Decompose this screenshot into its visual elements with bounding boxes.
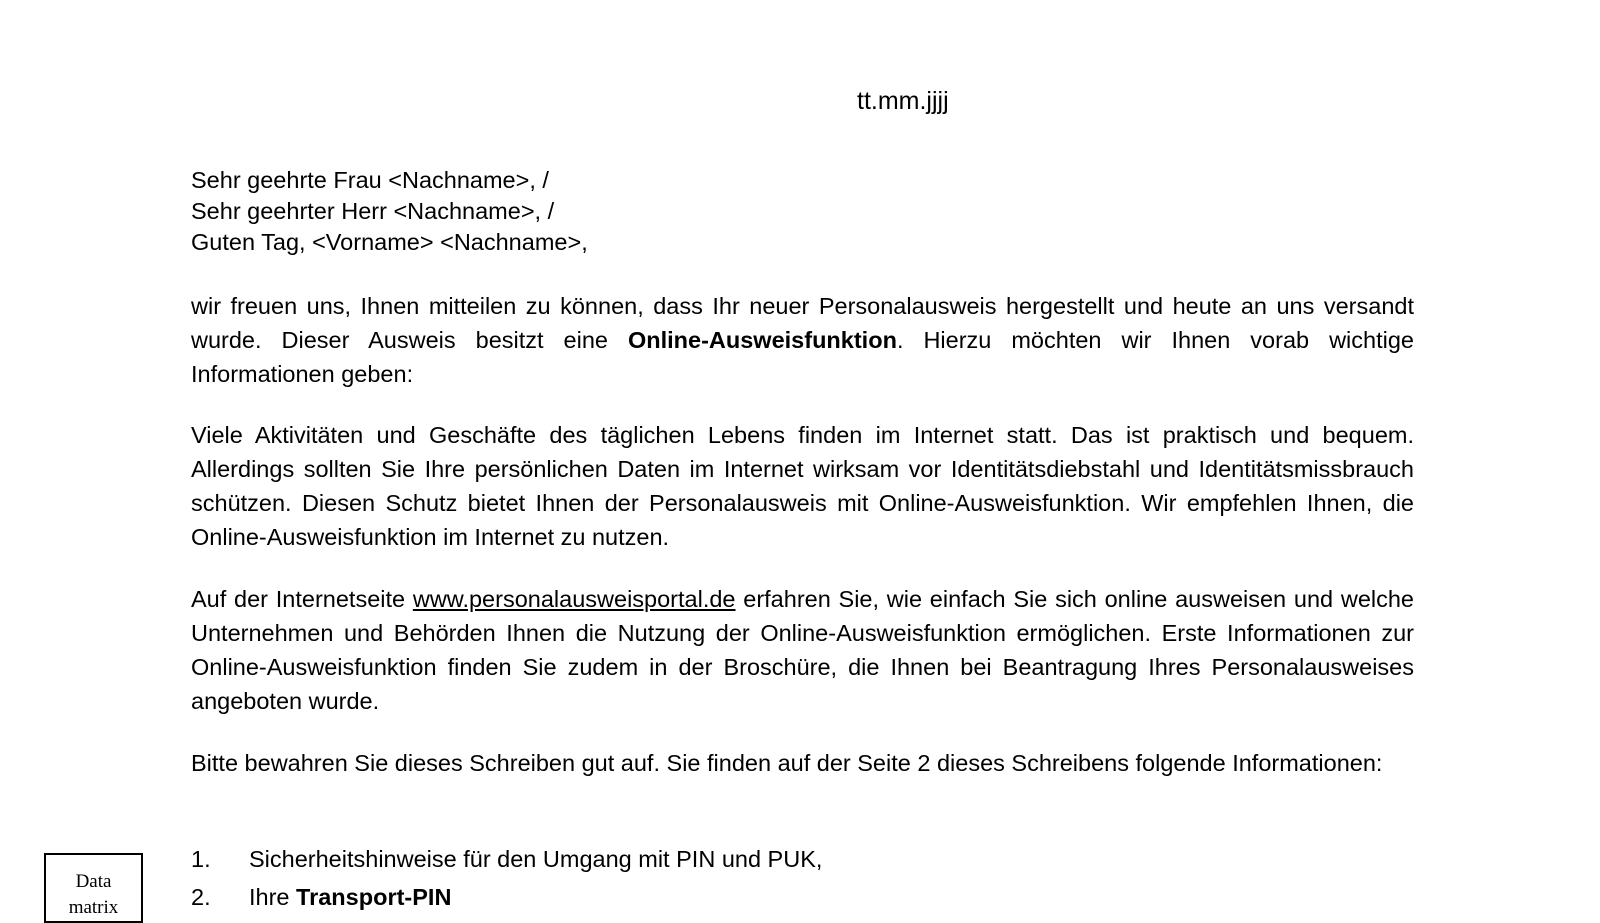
salutation-line-frau: Sehr geehrte Frau <Nachname>, / — [191, 167, 549, 193]
info-list — [191, 840, 1414, 916]
datamatrix-placeholder-box — [44, 853, 143, 923]
salutation-line-herr: Sehr geehrter Herr <Nachname>, / — [191, 198, 555, 224]
paragraph-internet-security: Viele Aktivitäten und Geschäfte des täglichen Lebens finden im Internet statt. Das ist praktisch und bequem. Allerdings sollten Sie Ihre persönlichen Daten im Internet wirksam vor Identitätsdiebstahl und Identitätsmissbrauch schützen. Diesen Schutz bietet Ihnen der Personalausweis mit Online-Ausweisfunktion. Wir empfehlen Ihnen, die Online-Ausweisfunktion im Internet zu nutzen. — [191, 422, 1414, 550]
letter-date: tt.mm.jjjj — [857, 87, 949, 115]
paragraph-portal-text-end: erfahren Sie, wie einfach Sie sich online ausweisen und welche Unternehmen und Behörden Ihnen die Nutzung der Online-Ausweisfunktion ermöglichen. Erste Informationen zur Online-Ausweisfunktion finden Sie zudem in der Broschüre, die Ihnen bei Beantragung Ihres Personalausweises angeboten wurde. — [191, 586, 1414, 714]
portal-link[interactable]: www.personalausweisportal.de — [412, 586, 736, 612]
list-item — [191, 878, 1414, 916]
list-item-number: 1. — [191, 846, 211, 872]
list-item-number: 2. — [191, 884, 211, 910]
salutation-line-guten-tag: Guten Tag, <Vorname> <Nachname>, — [191, 229, 588, 255]
transport-pin-emphasis: Transport-PIN — [296, 884, 452, 910]
paragraph-portal-text: Auf der Internetseite — [191, 586, 413, 612]
datamatrix-label-line1: Data — [75, 871, 112, 892]
list-item — [191, 840, 1414, 878]
datamatrix-label-line2: matrix — [68, 897, 119, 918]
paragraph-keep-letter: Bitte bewahren Sie dieses Schreiben gut auf. Sie finden auf der Seite 2 dieses Schreibens folgende Informationen: — [191, 750, 1383, 776]
list-item-text — [249, 878, 451, 916]
online-ausweisfunktion-emphasis: Online-Ausweisfunktion — [627, 327, 897, 353]
list-item-label: Sicherheitshinweise für den Umgang mit PIN und PUK, — [249, 846, 823, 872]
paragraph-intro — [191, 289, 1414, 391]
paragraph-portal-info — [191, 582, 1414, 718]
paragraph-intro-text: wir freuen uns, Ihnen mitteilen zu können, dass Ihr neuer Personalausweis hergestellt und heute an uns versandt wurde. Dieser Ausweis besitzt eine — [191, 293, 1414, 353]
salutation-block — [191, 165, 588, 258]
list-item-text — [249, 840, 822, 878]
paragraph-intro-text-end: . Hierzu möchten wir Ihnen vorab wichtige Informationen geben: — [191, 327, 1414, 387]
list-item-label: Ihre — [249, 884, 297, 910]
